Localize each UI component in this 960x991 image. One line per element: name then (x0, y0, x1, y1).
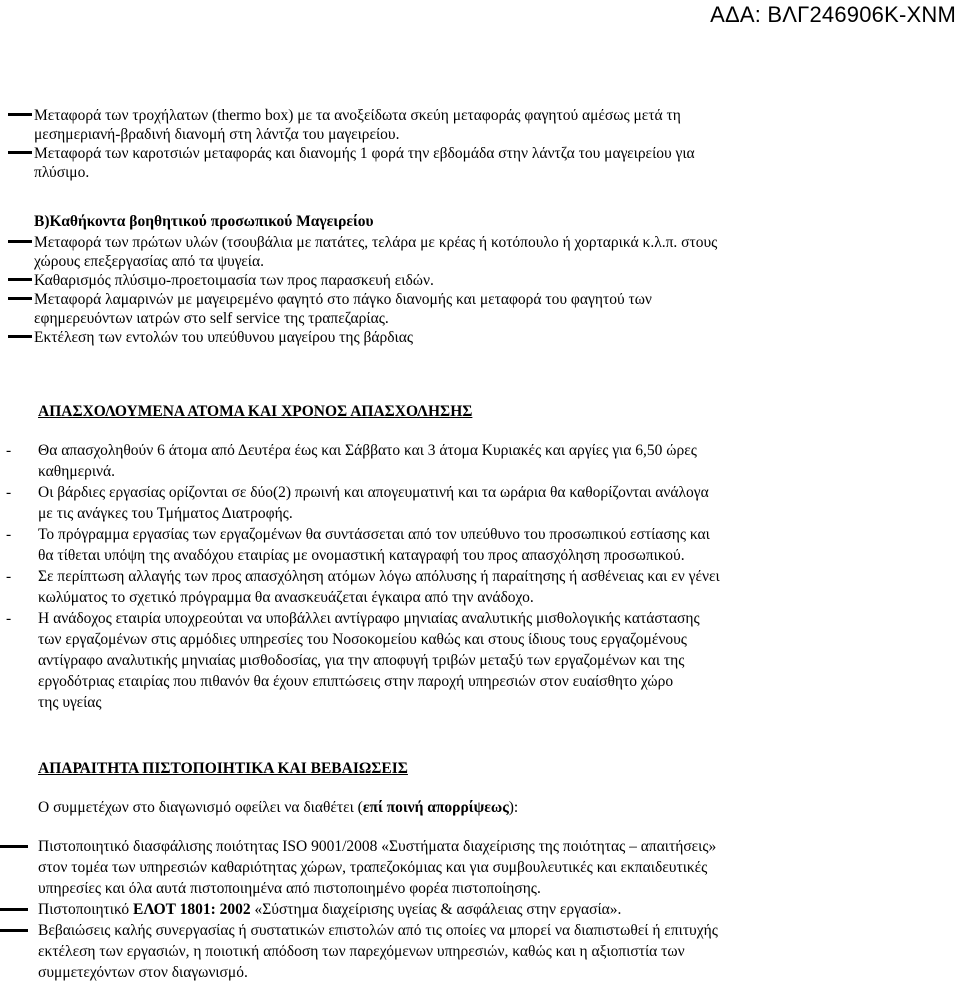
list-item: Καθαρισμός πλύσιμο-προετοιμασία των προς παρασκευή ειδών. (0, 271, 960, 290)
ada-header: ΑΔΑ: ΒΛΓ246906Κ-ΧΝΜ (710, 2, 956, 27)
certs-intro: Ο συμμετέχων στο διαγωνισμό οφείλει να διαθέτει (επί ποινή απορρίψεως): (38, 799, 519, 816)
staff-heading: ΑΠΑΣΧΟΛΟΥΜΕΝΑ ΑΤΟΜΑ ΚΑΙ ΧΡΟΝΟΣ ΑΠΑΣΧΟΛΗΣΗΣ (38, 403, 473, 420)
list-item: Πιστοποιητικό διασφάλισης ποιότητας ISO 9001/2008 «Συστήματα διαχείρισης της ποιότητας – απαιτήσεις» στον τομέα των υπηρεσιών καθαριότητας χώρων, τραπεζοκόμιας και για συμβουλευτικές και εκπαιδευτικές υπηρεσίες και όλα αυτά πιστοποιημένα από πιστοποιημένο φορέα πιστοποίησης. (0, 836, 960, 899)
hyphen-bullet: - (6, 610, 12, 627)
certs-heading: ΑΠΑΡΑΙΤΗΤΑ ΠΙΣΤΟΠΟΙΗΤΙΚΑ ΚΑΙ ΒΕΒΑΙΩΣΕΙΣ (38, 760, 408, 777)
list-item: Πιστοποιητικό ΕΛΟΤ 1801: 2002 «Σύστημα διαχείρισης υγείας & ασφάλειας στην εργασία». (0, 899, 960, 920)
list-item: Μεταφορά των τροχήλατων (thermo box) με τα ανοξείδωτα σκεύη μεταφοράς φαγητού αμέσως μετά τη μεσημεριανή-βραδινή διανομή στη λάντζα του μαγειρείου. (0, 106, 960, 144)
list-item: - Οι βάρδιες εργασίας ορίζονται σε δύο(2) πρωινή και απογευματινή και τα ωράρια θα καθορίζονται ανάλογα με τις ανάγκες του Τμήματος Διατροφής. (6, 484, 709, 522)
hyphen-bullet: - (6, 484, 12, 501)
hyphen-bullet: - (6, 442, 12, 459)
dash-bullet (8, 335, 32, 338)
list-item: Βεβαιώσεις καλής συνεργασίας ή συστατικών επιστολών από τις οποίες να μπορεί να διαπιστωθεί ή επιτυχής εκτέλεση των εργασιών, η ποιοτική απόδοση των παρεχόμενων υπηρεσιών, καθώς και η αξιοπιστία των συμμετεχόντων στον διαγωνισμό. (0, 920, 960, 983)
list-item: - Σε περίπτωση αλλαγής των προς απασχόληση ατόμων λόγω απόλυσης ή παραίτησης ή ασθένειας και εν γένει κωλύματος το σχετικό πρόγραμμα θα ανασκευάζεται έγκαιρα από την ανάδοχο. (6, 568, 720, 606)
hyphen-bullet: - (6, 526, 12, 543)
list-item: Μεταφορά των πρώτων υλών (τσουβάλια με πατάτες, τελάρα με κρέας ή κοτόπουλο ή χορταρικά κ.λ.π. στους χώρους επεξεργασίας από τα ψυγεία. (0, 233, 960, 271)
list-item: Μεταφορά λαμαρινών με μαγειρεμένο φαγητό στο πάγκο διανομής και μεταφορά του φαγητού των εφημερευόντων ιατρών στο self service της τραπεζαρίας. (0, 290, 960, 328)
dash-bullet (8, 151, 32, 154)
section-staff (0, 401, 960, 713)
section-a (0, 106, 960, 182)
dash-bullet (0, 845, 28, 848)
section-b-heading: Β)Καθήκοντα βοηθητικού προσωπικού Μαγειρείου (34, 213, 374, 230)
hyphen-bullet: - (6, 568, 12, 585)
list-item: Εκτέλεση των εντολών του υπεύθυνου μαγείρου της βάρδιας (0, 328, 960, 347)
dash-bullet (0, 929, 28, 932)
dash-bullet (8, 240, 32, 243)
dash-bullet (8, 297, 32, 300)
list-item: - Το πρόγραμμα εργασίας των εργαζομένων θα συντάσσεται από τον υπεύθυνο του προσωπικού εστίασης και θα τίθεται υπόψη της αναδόχου εταιρίας με ονομαστική καταγραφή του προς απασχόληση προσωπικού. (6, 526, 710, 564)
dash-bullet (8, 113, 32, 116)
section-b (0, 212, 960, 347)
list-item: Μεταφορά των καροτσιών μεταφοράς και διανομής 1 φορά την εβδομάδα στην λάντζα του μαγειρείου για πλύσιμο. (0, 144, 960, 182)
list-item: - Θα απασχοληθούν 6 άτομα από Δευτέρα έως και Σάββατο και 3 άτομα Κυριακές και αργίες για 6,50 ώρες καθημερινά. (6, 442, 697, 480)
dash-bullet (8, 278, 32, 281)
section-certs (0, 758, 960, 983)
dash-bullet (0, 908, 28, 911)
list-item: - Η ανάδοχος εταιρία υποχρεούται να υποβάλλει αντίγραφο μηνιαίας αναλυτικής μισθολογικής κατάστασης των εργαζομένων στις αρμόδιες υπηρεσίες του Νοσοκομείου καθώς και στους ίδιους τους εργαζομένους αντίγραφο αναλυτικής μηνιαίας μισθοδοσίας, για την αποφυγή τριβών μεταξύ των εργαζομένων και της εργοδότριας εταιρίας που πιθανόν θα έχουν επιπτώσεις στην παροχή υπηρεσιών στον ευαίσθητο χώρο της υγείας (6, 610, 700, 711)
